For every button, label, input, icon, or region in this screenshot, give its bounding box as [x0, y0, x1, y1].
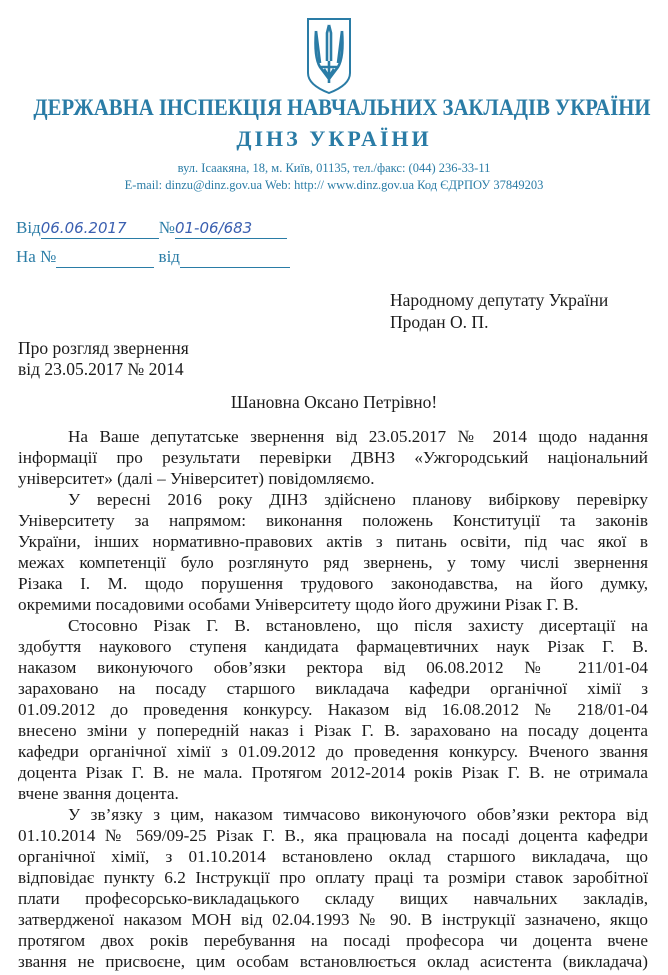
body-line: здобуття наукового ступеня кандидата фармацевтичних наук Різак Г. В. [18, 637, 648, 656]
body-line: органічної хімії, з 01.10.2014 встановлено оклад старшого викладача, що [18, 847, 648, 866]
body-line: Різака І. М. щодо порушення трудового законодавства, на його думку, [18, 574, 648, 593]
subject-line: Про розгляд звернення [18, 338, 189, 358]
body-line: У вересні 2016 року ДІНЗ здійснено планову вибіркову перевірку [68, 490, 648, 509]
body-line: інформації про результати перевірки ДВНЗ «Ужгородський національний [18, 448, 648, 467]
org-contacts: E-mail: dinzu@dinz.gov.ua Web: http:// www.dinz.gov.ua Код ЄДРПОУ 37849203 [124, 178, 544, 192]
handwritten-date: 06.06.2017 [40, 219, 127, 237]
from-label: Від [16, 218, 41, 237]
body-line: відповідає пункту 6.2 Інструкції про оплату праці та розміри ставок заробітної [18, 868, 648, 887]
in-reply-label: На № [16, 247, 57, 266]
body-line: Стосовно Різак Г. В. встановлено, що після захисту дисертації на [68, 616, 648, 635]
body-line: України, інших нормативно-правових актів з питань освіти, під час якої в [18, 532, 648, 551]
body-line: зараховано на посаду старшого викладача кафедри органічної хімії з [18, 679, 648, 698]
body-line: протягом двох років перебування на посаді професора чи доцента вчене [18, 931, 648, 950]
body-line: окремими посадовими особами Університету щодо його дружини Різак Г. В. [18, 595, 579, 614]
number-label: № [158, 218, 175, 237]
body-line: звання не присвоєне, цим особам встановлюється оклад асистента (викладача) [18, 952, 648, 971]
ukraine-coat-of-arms-icon [306, 17, 352, 95]
incoming-reference [16, 246, 290, 268]
body-line: університет» (далі – Університет) повідомляємо. [18, 469, 375, 488]
body-line: наказом виконуючого обов’язки ректора від 06.08.2012 № 211/01-04 [18, 658, 648, 677]
org-name: ДЕРЖАВНА ІНСПЕКЦІЯ НАВЧАЛЬНИХ ЗАКЛАДІВ УКРАЇНИ [33, 95, 651, 120]
body-line: доцента Різак Г. В. не мала. Протягом 2012-2014 років Різак Г. В. не отримала [18, 763, 648, 782]
body-line: межах компетенції було розглянуто ряд звернень, у тому числі звернення [18, 553, 648, 572]
body-line: На Ваше депутатське звернення від 23.05.2017 № 2014 щодо надання [68, 427, 648, 446]
body-line: вчене звання доцента. [18, 784, 179, 803]
subject-line: від 23.05.2017 № 2014 [18, 359, 184, 379]
in-reply-from-label: від [158, 247, 180, 266]
handwritten-number: 01-06/683 [174, 219, 253, 237]
org-short-name: ДІНЗ УКРАЇНИ [236, 126, 432, 151]
body-line: Університету за напрямом: виконання положень Конституції та законів [18, 511, 648, 530]
body-line: затвердженої наказом МОН від 02.04.1993 № 90. В інструкції зазначено, якщо [18, 910, 648, 929]
recipient-line: Продан О. П. [390, 312, 489, 332]
body-line: У зв’язку з цим, наказом тимчасово виконуючого обов’язки ректора від [68, 805, 648, 824]
greeting: Шановна Оксано Петрівно! [230, 392, 438, 412]
body-line: кафедри органічної хімії з 01.09.2012 до проведення конкурсу. Вченого звання [18, 742, 648, 761]
body-line: плати професорсько-викладацького складу вищих навчальних закладів, [18, 889, 648, 908]
body-line: 01.09.2012 до проведення конкурсу. Наказом від 16.08.2012 № 218/01-04 [18, 700, 648, 719]
body-line: 01.10.2014 № 569/09-25 Різак Г. В., яка працювала на посаді доцента кафедри [18, 826, 648, 845]
outgoing-reference [16, 217, 287, 239]
body-line: внесено зміни у попередній наказ і Різак Г. В. зараховано на посаду доцента [18, 721, 648, 740]
org-address: вул. Ісаакяна, 18, м. Київ, 01135, тел./факс: (044) 236-33-11 [177, 161, 491, 175]
recipient-line: Народному депутату України [390, 290, 609, 310]
